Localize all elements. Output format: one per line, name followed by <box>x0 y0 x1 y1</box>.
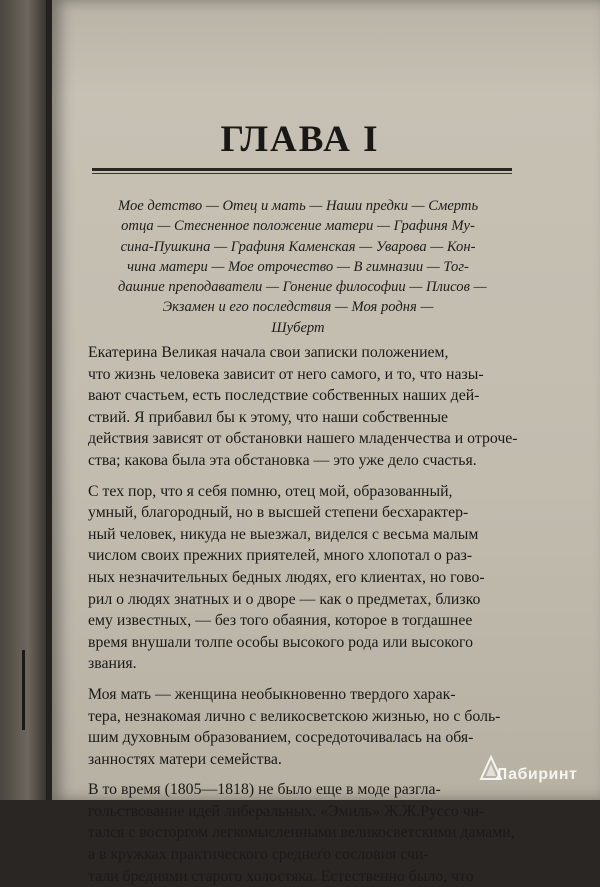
chapter-body <box>88 342 518 887</box>
synopsis-line: Экзамен и его последствия — Моя родня — <box>162 299 434 316</box>
text-line: Моя мать — женщина необыкновенно твердого харак- <box>88 685 456 703</box>
synopsis-line: чина матери — Мое отрочество — В гимназии — Тог- <box>127 258 469 275</box>
synopsis-line: Шуберт <box>271 319 325 336</box>
paragraph <box>88 684 508 770</box>
synopsis-line: дашние преподаватели — Гонение философии — Плисов — <box>118 279 487 296</box>
text-line: ства; какова была эта обстановка — это уже дело счастья. <box>88 451 477 469</box>
left-page-mark <box>22 650 25 730</box>
text-line: числом своих прежних приятелей, много хлопотал о раз- <box>88 547 473 565</box>
text-line: ный человек, никуда не выезжал, виделся с весьма малым <box>88 525 479 543</box>
paragraph <box>88 342 518 472</box>
text-line: вают счастьем, есть последствие собственных наших дей- <box>88 387 480 405</box>
text-line: звания. <box>88 655 137 673</box>
left-page-edge <box>0 0 46 800</box>
text-line: рил о людях знатных и о дворе — как о предметах, близко <box>88 590 481 608</box>
text-line: а в кружках практического среднего сословия счи- <box>88 846 429 864</box>
paragraph <box>88 779 515 887</box>
text-line: тера, незнакомая лично с великосветскою жизнью, но с боль- <box>88 707 501 725</box>
text-line: умный, благородный, но в высшей степени бесхарактер- <box>88 504 469 522</box>
synopsis-line: отца — Стесненное положение матери — Графиня Му- <box>121 218 475 235</box>
watermark-text: Лабиринт <box>496 766 578 783</box>
text-line: Екатерина Великая начала свои записки положением, <box>88 344 449 361</box>
title-rule <box>92 168 512 171</box>
paragraph-gap <box>88 675 508 684</box>
labirint-watermark <box>478 754 596 794</box>
text-line: занностях матери семейства. <box>88 750 282 768</box>
text-line: С тех пор, что я себя помню, отец мой, образованный, <box>88 482 453 500</box>
chapter-title: ГЛАВА I <box>220 119 380 160</box>
text-line: что жизнь человека зависит от него самого, и то, что назы- <box>88 365 484 383</box>
text-line: действия зависят от обстановки нашего младенчества и отроче- <box>88 430 518 448</box>
title-rule-thin <box>92 173 512 174</box>
text-line: ему известных, — без того обаяния, которое в тогдашнее <box>88 612 473 630</box>
text-line: время внушали толпе особы высокого рода или высокого <box>88 633 473 651</box>
text-line: шим духовным образованием, сосредоточивалась на обя- <box>88 729 474 747</box>
text-line: ствий. Я прибавил бы к этому, что наши собственные <box>88 408 449 426</box>
text-line: ных незначительных бедных людях, его клиентах, но гово- <box>88 568 485 586</box>
text-line: тали бреднями старого холостяка. Естественно было, что <box>88 867 474 885</box>
text-line: тался с восторгом легкомысленными великосветскими дамами, <box>88 824 515 842</box>
paragraph <box>88 481 508 675</box>
text-line: В то время (1805—1818) не было еще в моде разгла- <box>88 781 441 799</box>
synopsis-line: сина-Пушкина — Графиня Каменская — Уварова — Кон- <box>120 238 476 255</box>
paragraph-gap <box>88 770 508 779</box>
paragraph-gap <box>88 472 508 481</box>
chapter-synopsis <box>118 196 487 338</box>
text-line: гольствование идей либеральных. «Эмиль» Ж.Ж.Руссо чи- <box>88 802 485 820</box>
synopsis-line: Мое детство — Отец и мать — Наши предки — Смерть <box>118 198 479 214</box>
